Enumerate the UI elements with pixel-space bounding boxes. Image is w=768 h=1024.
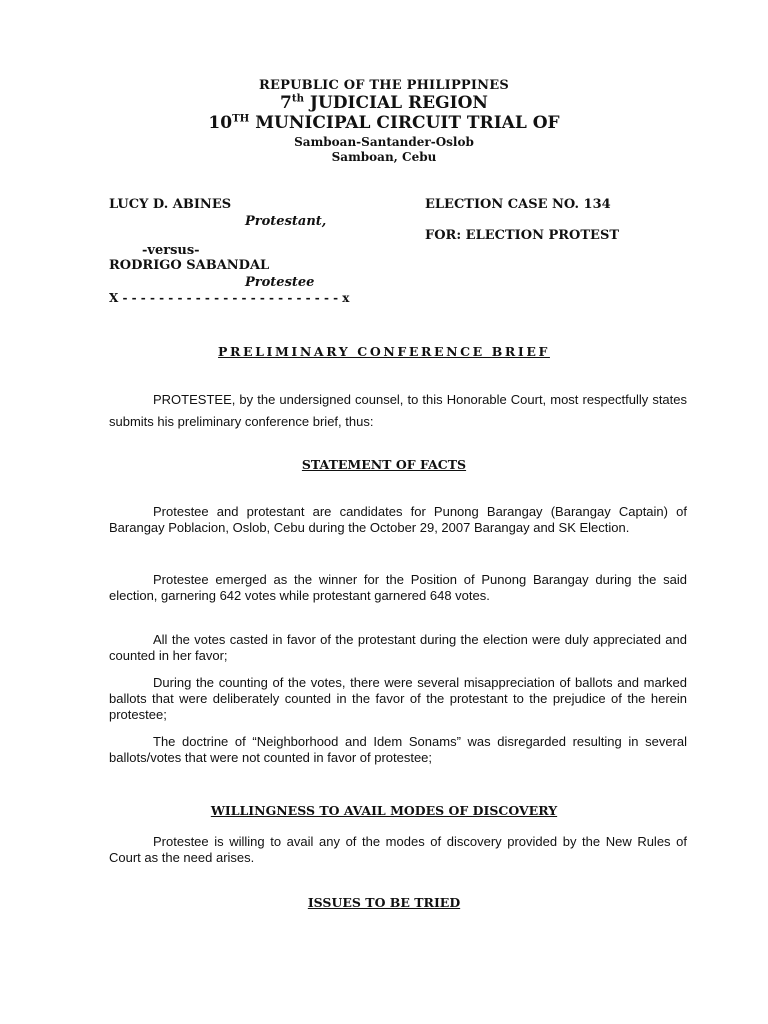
protestant-name: LUCY D. ABINES (109, 197, 232, 212)
facts-paragraph-1: Protestee and protestant are candidates for Punong Barangay (Barangay Captain) of Barangay Poblacion, Oslob, Cebu during the October 29, 2007 Barangay and SK Election. (109, 504, 687, 535)
document-title: PRELIMINARY CONFERENCE BRIEF (218, 344, 550, 359)
versus-label: -versus- (142, 243, 200, 258)
header-court-text: MUNICIPAL CIRCUIT TRIAL OF (249, 113, 560, 133)
facts-paragraph-2: Protestee emerged as the winner for the Position of Punong Barangay during the said election, garnering 642 votes while protestant garnered 648 votes. (109, 572, 687, 603)
facts-paragraph-5: The doctrine of “Neighborhood and Idem Sonams” was disregarded resulting in several ballots/votes that were not counted in favor of protestee; (109, 734, 687, 765)
protestant-role: Protestant, (245, 214, 327, 229)
header-location: Samboan, Cebu (331, 150, 437, 164)
discovery-paragraph: Protestee is willing to avail any of the modes of discovery provided by the New Rules of Court as the need arises. (109, 834, 687, 865)
header-region-number: 7 (280, 93, 292, 113)
case-for-line: FOR: ELECTION PROTEST (425, 228, 620, 243)
case-number: ELECTION CASE NO. 134 (425, 197, 611, 212)
heading-statement-of-facts: STATEMENT OF FACTS (301, 457, 467, 472)
header-region-text: JUDICIAL REGION (304, 93, 488, 113)
header-republic: REPUBLIC OF THE PHILIPPINES (259, 78, 509, 93)
header-court-suffix: TH (232, 112, 250, 125)
facts-paragraph-4: During the counting of the votes, there were several misappreciation of ballots and marked ballots that were deliberately counted in the favor of the protestant to the prejudice of the herein protestee; (109, 675, 687, 722)
heading-issues-to-be-tried: ISSUES TO BE TRIED (307, 895, 461, 910)
header-court (0, 113, 768, 133)
header-municipalities: Samboan-Santander-Oslob (294, 135, 474, 149)
protestee-role: Protestee (245, 275, 315, 290)
heading-modes-of-discovery: WILLINGNESS TO AVAIL MODES OF DISCOVERY (210, 803, 558, 818)
facts-paragraph-3: All the votes casted in favor of the protestant during the election were duly appreciated and counted in her favor; (109, 632, 687, 663)
header-court-number: 10 (208, 113, 233, 133)
header-judicial-region (0, 93, 768, 113)
caption-separator: X - - - - - - - - - - - - - - - - - - - - - - - - x (109, 291, 350, 305)
protestee-name: RODRIGO SABANDAL (109, 258, 270, 273)
header-region-suffix: th (291, 92, 305, 105)
intro-paragraph: PROTESTEE, by the undersigned counsel, to this Honorable Court, most respectfully states submits his preliminary conference brief, thus: (109, 392, 687, 429)
